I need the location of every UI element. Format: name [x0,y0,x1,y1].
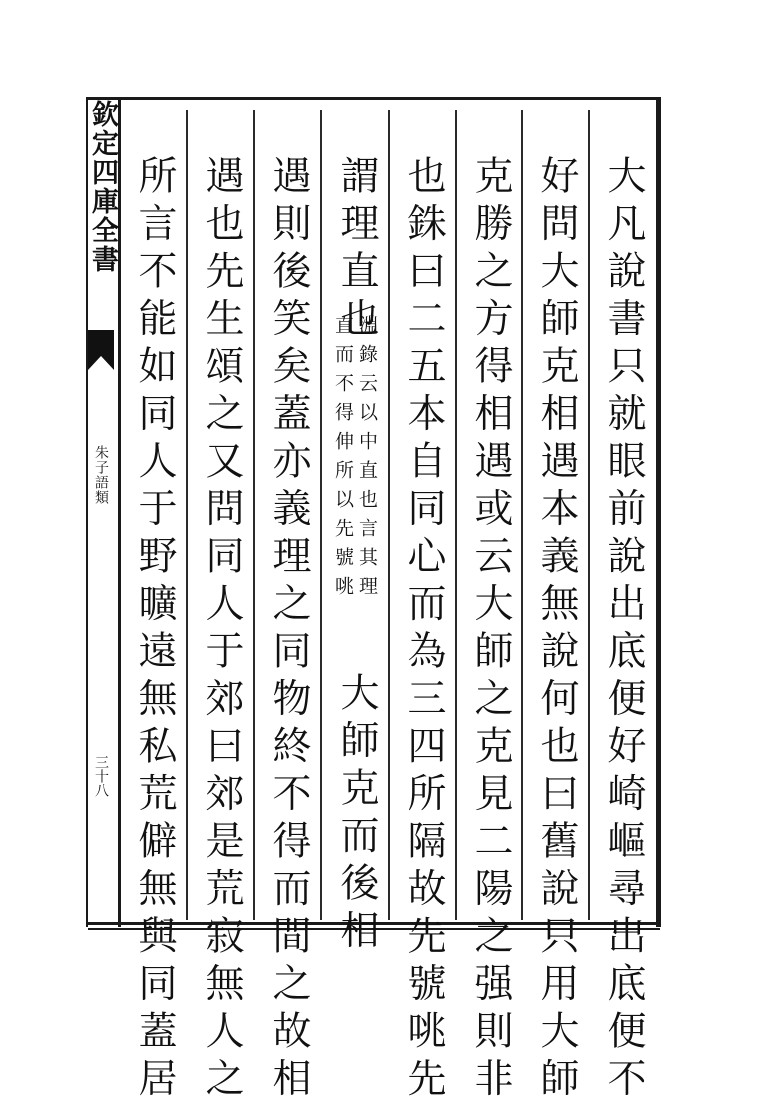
text-column-6: 遇則後笑矣蓋亦義理之同物終不得而間之故相 [266,155,311,1105]
column-separator [388,110,390,920]
column-separator [253,110,255,920]
text-column-8: 所言不能如同人于野曠遠無私荒僻無與同蓋居 [132,155,177,1105]
frame-right-line [656,97,661,927]
fish-tail-mark [88,330,114,370]
spine-page-number: 三十八 [93,755,109,797]
annotation-line-right: 淵錄云以中直也言其理 [356,315,378,605]
text-column-4: 也銖曰二五本自同心而為三四所隔故先號咷先 [401,155,446,1105]
annotation-line-left: 直而不得伸所以先號咷 [332,315,354,605]
spine-separator-line [118,97,121,927]
text-column-3: 克勝之方得相遇或云大師之克見二陽之强則非 [468,155,513,1105]
column-separator [186,110,188,920]
column-separator [588,110,590,920]
text-column-5-end: 大師克而後相 [334,672,379,957]
spine-book-title: 朱子語類 [93,445,109,505]
text-column-2: 好問大師克相遇本義無說何也曰舊說只用大師 [534,155,579,1105]
column-separator [521,110,523,920]
spine-title: 欽定四庫全書 [87,100,118,274]
column-separator [320,110,322,920]
frame-top-line [88,97,660,100]
column-separator [455,110,457,920]
text-column-5-start: 謂理直也 [334,155,379,345]
text-column-7: 遇也先生頌之又問同人于郊曰郊是荒寂無人之 [199,155,244,1105]
text-column-1: 大凡說書只就眼前說出底便好崎嶇尋出底便不 [601,155,646,1105]
